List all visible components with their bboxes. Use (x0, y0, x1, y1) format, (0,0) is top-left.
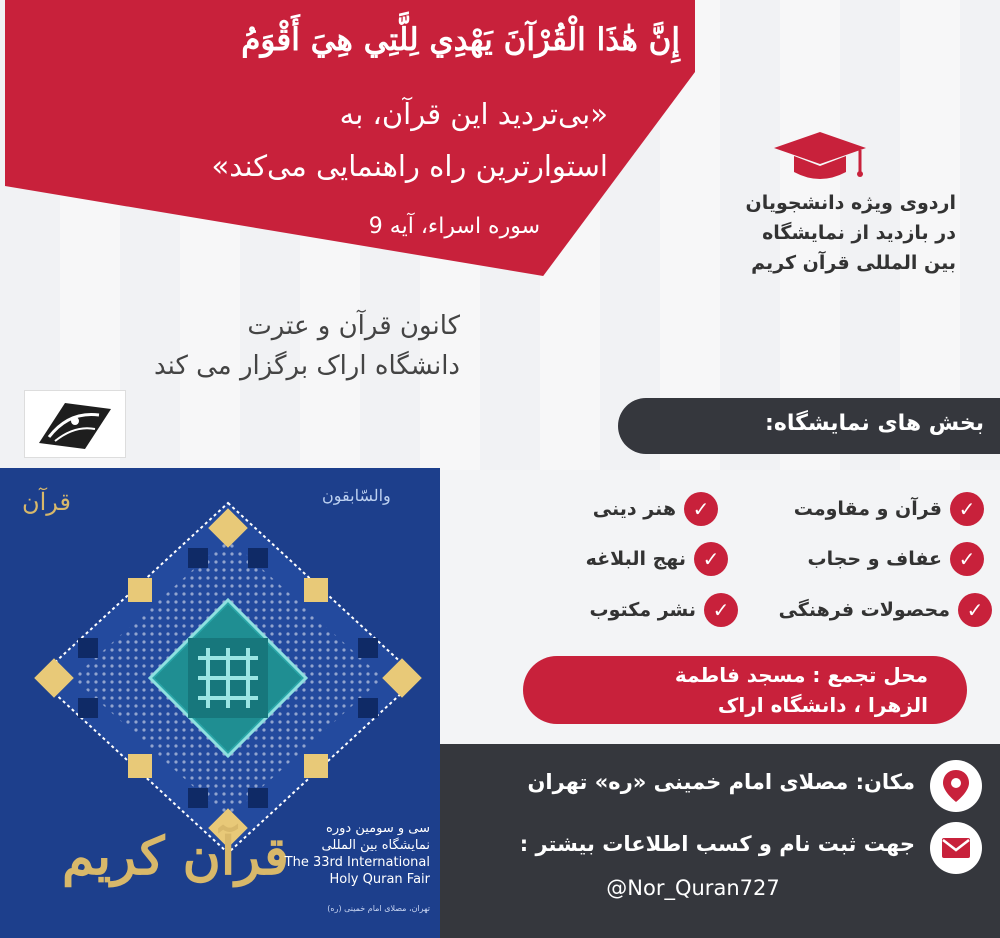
section-item-label: نشر مکتوب (589, 599, 696, 621)
poster-calligraphy-quran: قرآن کریم (62, 826, 289, 887)
section-item-label: نهج البلاغه (585, 548, 686, 570)
verse-translation (60, 88, 608, 192)
location-text: مکان: مصلای امام خمینی «ره» تهران (527, 770, 915, 794)
graduation-cap-icon (772, 128, 868, 190)
camp-description (650, 188, 956, 278)
poster-title (200, 820, 430, 888)
poster-calligraphy-left: قرآن (22, 488, 72, 516)
poster-title-en-1: The 33rd International (284, 855, 430, 870)
check-icon: ✓ (950, 542, 984, 576)
camp-line-2: در بازدید از نمایشگاه (762, 222, 956, 244)
poster-title-line-1: سی و سومین دوره (326, 821, 430, 836)
sections-title: بخش های نمایشگاه: (765, 411, 984, 436)
check-icon: ✓ (958, 593, 992, 627)
organizer-line-1: کانون قرآن و عترت (247, 311, 460, 341)
section-item (593, 492, 718, 526)
section-item (807, 542, 984, 576)
section-item-label: عفاف و حجاب (807, 548, 942, 570)
translation-line-2: استوارترین راه راهنمایی می‌کند» (211, 149, 608, 183)
check-icon: ✓ (950, 492, 984, 526)
section-item (586, 542, 728, 576)
organizer-line-2: دانشگاه اراک برگزار می کند (153, 351, 460, 381)
camp-line-3: بین المللی قرآن کریم (751, 252, 956, 274)
poster-title-en-2: Holy Quran Fair (329, 872, 430, 887)
organizer-text (50, 306, 460, 386)
camp-line-1: اردوی ویژه دانشجویان (745, 192, 956, 214)
section-item-label: هنر دینی (592, 498, 676, 520)
check-icon: ✓ (694, 542, 728, 576)
section-item (590, 593, 738, 627)
poster-title-line-2: نمایشگاه بین المللی (321, 838, 430, 853)
poster-calligraphy-right: والسّابقون (322, 486, 391, 505)
section-item-label: محصولات فرهنگی (778, 599, 950, 621)
organizer-logo (24, 390, 126, 458)
envelope-icon (930, 822, 982, 874)
section-item (779, 593, 992, 627)
meeting-line-2: الزهرا ، دانشگاه اراک (717, 693, 928, 717)
location-pin-icon (930, 760, 982, 812)
quran-verse: إِنَّ هَٰذَا الْقُرْآنَ يَهْدِي لِلَّتِي هِيَ أَقْوَمُ (241, 22, 680, 58)
check-icon: ✓ (704, 593, 738, 627)
section-item-label: قرآن و مقاومت (793, 498, 942, 520)
meeting-line-1: محل تجمع : مسجد فاطمة (674, 663, 928, 687)
section-item (794, 492, 984, 526)
translation-line-1: «بی‌تردید این قرآن، به (339, 97, 608, 131)
meeting-point-text (540, 660, 928, 720)
check-icon: ✓ (684, 492, 718, 526)
poster-small-text: تهران، مصلای امام خمینی (ره) (327, 904, 430, 913)
verse-reference: سوره اسراء، آیه 9 (368, 214, 540, 239)
telegram-handle-link[interactable]: @Nor_Quran727 (606, 876, 780, 900)
register-text: جهت ثبت نام و کسب اطلاعات بیشتر : (519, 832, 915, 856)
